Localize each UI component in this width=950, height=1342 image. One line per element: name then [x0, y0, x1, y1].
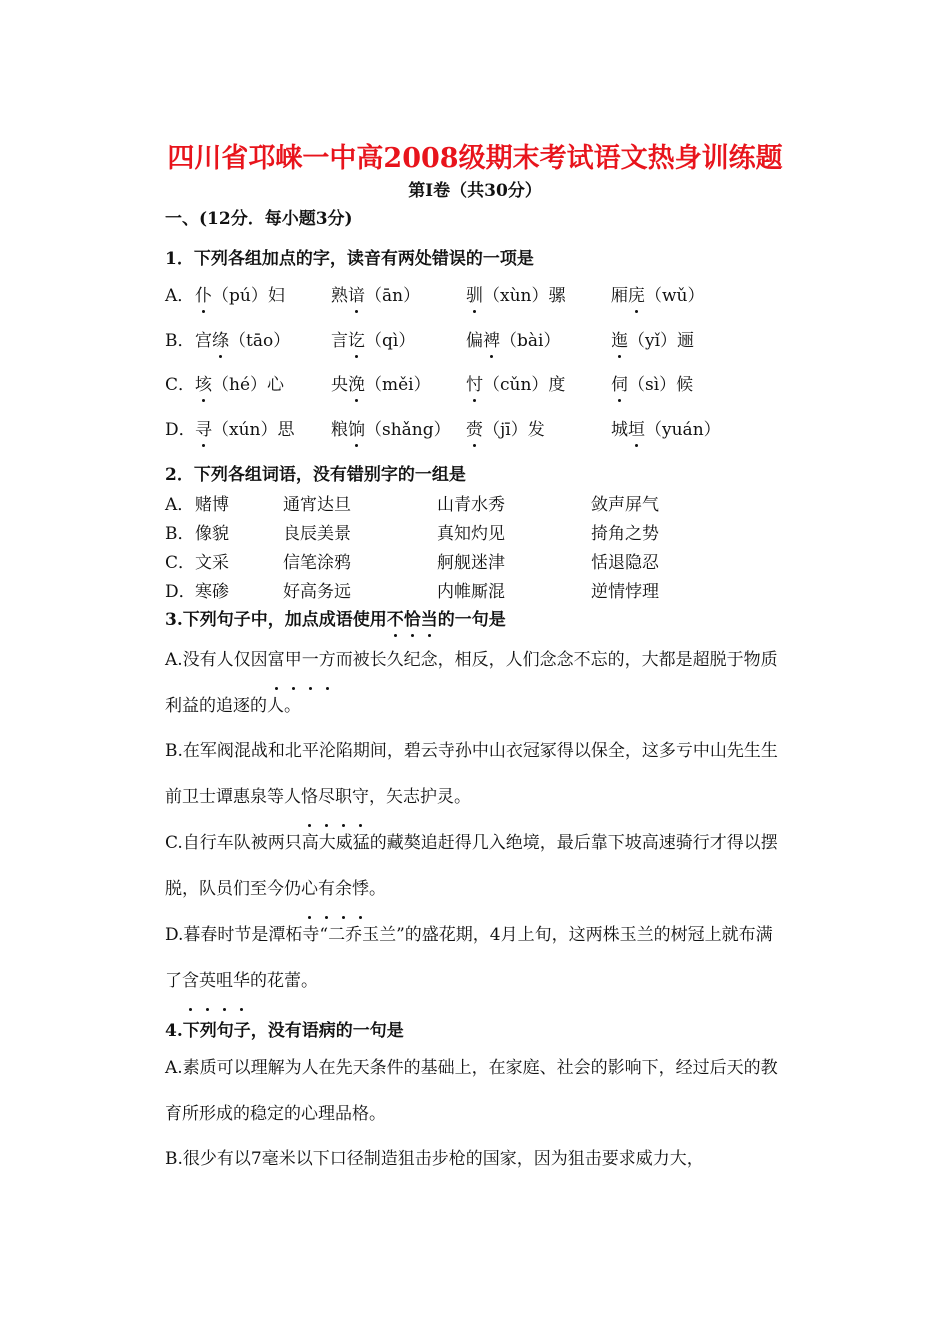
- option-label: D．: [165, 420, 196, 440]
- item-pinyin: （yuán）: [645, 420, 721, 440]
- word-item: 信笔涂鸦: [283, 553, 351, 573]
- pronunciation-item: [195, 281, 285, 306]
- option-label: D．: [165, 582, 196, 602]
- idiom-char: 英: [199, 958, 216, 1004]
- item-pinyin: （ān）: [365, 286, 421, 306]
- item-pinyin: （jī）发: [483, 420, 545, 440]
- item-pinyin: （pú）妇: [212, 286, 285, 306]
- option-text: B.在军阀混战和北平沦陷期间，碧云寺孙中山衣冠冢得以保全，这多亏中山先生生前卫士谭惠泉等人: [165, 741, 778, 807]
- dotted-char: 伺: [611, 370, 628, 395]
- option-text: D.暮春时节是潭柘寺“二乔玉兰”的盛花期，4月上旬，这两株玉兰的树冠上就布满了: [165, 925, 773, 991]
- option-label: C．: [165, 375, 196, 395]
- word-item: 真知灼见: [437, 524, 505, 544]
- dotted-char: 垓: [195, 370, 212, 395]
- option-label: A．: [165, 286, 195, 306]
- section-subtitle: 第Ⅰ卷（共30分）: [408, 181, 542, 201]
- dotted-char: 垣: [628, 415, 645, 440]
- word-item: 内帷厮混: [437, 582, 505, 602]
- emphasis-char: 不: [387, 605, 404, 630]
- pronunciation-item: [611, 281, 705, 306]
- pronunciation-item: [611, 370, 693, 395]
- item-pinyin: （hé）心: [212, 375, 285, 395]
- option-text: 而被长久纪念，相反，人们念念不忘的，大都是超脱于物质利益的追逐的人。: [165, 650, 778, 716]
- item-char: 言: [331, 331, 348, 351]
- word-item: 通宵达旦: [283, 495, 351, 515]
- question-4-option-a: A.素质可以理解为人在先天条件的基础上，在家庭、社会的影响下，经过后天的教育所形成的稳定的心理品格。: [165, 1058, 778, 1124]
- word-item: 良辰美景: [283, 524, 351, 544]
- idiom-char: 悸: [352, 866, 369, 912]
- idiom-char: 有: [318, 866, 335, 912]
- item-pinyin: （xún）思: [212, 420, 295, 440]
- idiom-char: 心: [301, 866, 318, 912]
- page-title: 四川省邛崃一中高2008级期末考试语文热身训练题: [167, 143, 783, 174]
- dotted-char: 讫: [348, 326, 365, 351]
- question-2-stem: 2．下列各组词语，没有错别字的一组是: [165, 465, 466, 485]
- option-label: C．: [165, 553, 196, 573]
- option-text: A.没有人仅因: [165, 650, 268, 670]
- word-item: 好高务远: [283, 582, 351, 602]
- pronunciation-item: [611, 326, 694, 351]
- item-char: 粮: [331, 420, 348, 440]
- pronunciation-item: [331, 370, 431, 395]
- item-pinyin: （cǔn）度: [483, 375, 566, 395]
- option-label: B．: [165, 524, 195, 544]
- dotted-char: 赍: [466, 415, 483, 440]
- emphasis-char: 恰: [404, 605, 421, 630]
- idiom-char: 甲: [285, 637, 302, 683]
- item-pinyin: （bài）: [500, 331, 561, 351]
- question-4-stem: 4.下列句子，没有语病的一句是: [165, 1021, 404, 1041]
- pronunciation-item: [331, 415, 451, 440]
- item-pinyin: （qì）: [365, 331, 416, 351]
- dotted-char: 谙: [348, 281, 365, 306]
- pronunciation-item: [195, 326, 290, 351]
- idiom-char: 咀: [216, 958, 233, 1004]
- item-char: 城: [611, 420, 628, 440]
- word-item: 像貌: [195, 524, 229, 544]
- question-3-stem-emphasis: [387, 610, 438, 630]
- word-item: 文采: [195, 553, 229, 573]
- word-item: 掎角之势: [591, 524, 659, 544]
- option-text: ，矢志护灵。: [369, 787, 471, 807]
- pronunciation-item: [195, 370, 284, 395]
- idiom-char: 尽: [318, 774, 335, 820]
- idiom-char: 职: [335, 774, 352, 820]
- question-3-option-c: [165, 820, 787, 912]
- dotted-char: 忖: [466, 370, 483, 395]
- option-text: 的花蕾。: [250, 971, 318, 991]
- pronunciation-item: [195, 415, 295, 440]
- item-char: 央: [331, 375, 348, 395]
- item-pinyin: （měi）: [365, 375, 431, 395]
- dotted-char: 庑: [628, 281, 645, 306]
- item-pinyin: （shǎng）: [365, 420, 451, 440]
- question-4-option-b: B.很少有以7毫米以下口径制造狙击步枪的国家，因为狙击要求威力大，: [165, 1149, 704, 1169]
- dotted-char: 仆: [195, 281, 212, 306]
- question-3-option-b: [165, 728, 787, 820]
- pronunciation-item: [466, 370, 565, 395]
- option-text: C.自行车队被两只高大威猛的藏獒追赶得几入绝境，最后靠下坡高速骑行才得以摆脱，队员们至今仍: [165, 833, 778, 899]
- dotted-char: 驯: [466, 281, 483, 306]
- dotted-char: 浼: [348, 370, 365, 395]
- pronunciation-item: [331, 326, 415, 351]
- pronunciation-item: [331, 281, 420, 306]
- word-item: 赌博: [195, 495, 229, 515]
- item-pinyin: （wǔ）: [645, 286, 705, 306]
- dotted-char: 迤: [611, 326, 628, 351]
- item-pinyin: （yǐ）逦: [628, 331, 695, 351]
- idiom-char: 方: [319, 637, 336, 683]
- question-3-stem-pre: 3.下列句子中，加点成语使用: [165, 610, 387, 630]
- emphasis-char: 当: [421, 605, 438, 630]
- item-char: 厢: [611, 286, 628, 306]
- word-item: 逆情悖理: [591, 582, 659, 602]
- dotted-char: 裨: [483, 326, 500, 351]
- option-text: 。: [369, 879, 386, 899]
- idiom-char: 一: [302, 637, 319, 683]
- option-label: A．: [165, 495, 195, 515]
- section-heading: 一、(12分．每小题3分): [165, 209, 353, 229]
- idiom-char: 恪: [301, 774, 318, 820]
- dotted-char: 寻: [195, 415, 212, 440]
- option-label: B．: [165, 331, 195, 351]
- word-item: 寒碜: [195, 582, 229, 602]
- word-item: 山青水秀: [437, 495, 505, 515]
- idiom-char: 余: [335, 866, 352, 912]
- question-3-option-d: [165, 912, 787, 1004]
- question-3-option-a: [165, 637, 787, 729]
- item-char: 宫: [195, 331, 212, 351]
- idiom-char: 富: [268, 637, 285, 683]
- pronunciation-item: [466, 415, 545, 440]
- question-3-stem-post: 的一句是: [437, 610, 506, 630]
- pronunciation-item: [466, 326, 560, 351]
- dotted-char: 饷: [348, 415, 365, 440]
- item-pinyin: （tāo）: [229, 331, 291, 351]
- idiom-char: 华: [233, 958, 250, 1004]
- item-pinyin: （sì）候: [628, 375, 694, 395]
- item-char: 偏: [466, 331, 483, 351]
- idiom-char: 守: [352, 774, 369, 820]
- dotted-char: 绦: [212, 326, 229, 351]
- idiom-char: 含: [182, 958, 199, 1004]
- question-1-stem: 1．下列各组加点的字，读音有两处错误的一项是: [165, 249, 534, 269]
- question-3-stem: [165, 605, 506, 630]
- pronunciation-item: [611, 415, 721, 440]
- word-item: 敛声屏气: [591, 495, 659, 515]
- pronunciation-item: [466, 281, 566, 306]
- item-char: 熟: [331, 286, 348, 306]
- word-item: 舸舰迷津: [437, 553, 505, 573]
- item-pinyin: （xùn）骡: [483, 286, 566, 306]
- word-item: 恬退隐忍: [591, 553, 659, 573]
